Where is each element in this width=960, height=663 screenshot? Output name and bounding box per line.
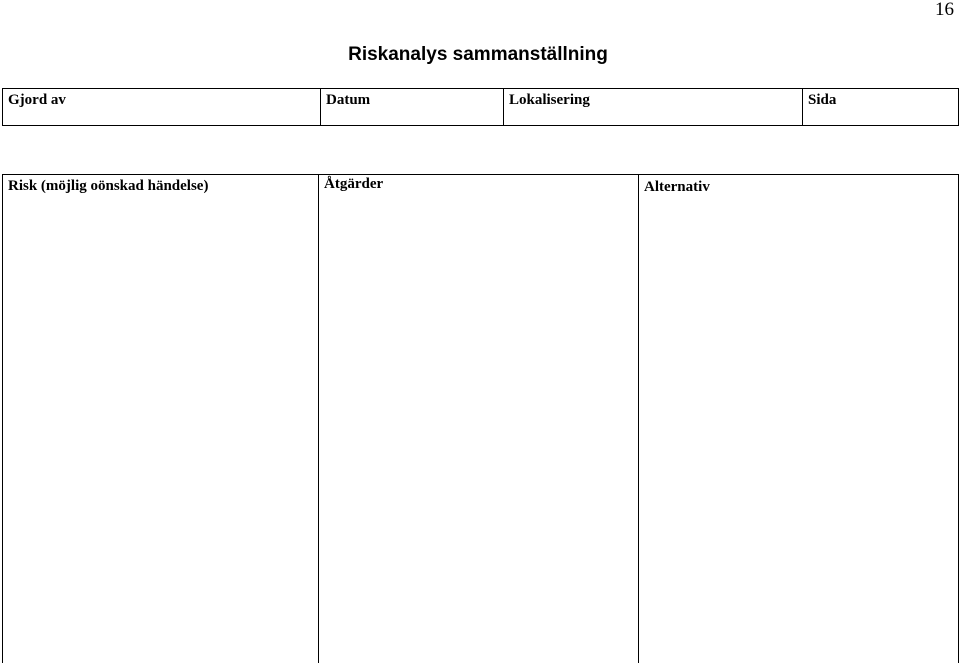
risk-table — [2, 174, 959, 663]
sida-field[interactable] — [803, 89, 958, 125]
risk-column-header: Risk (möjlig oönskad händelse) — [8, 178, 209, 194]
alternativ-column-header: Alternativ — [644, 179, 710, 195]
alternativ-column[interactable] — [639, 175, 958, 663]
page-number: 16 — [935, 0, 954, 20]
gjord-av-field[interactable] — [3, 89, 321, 125]
gjord-av-label: Gjord av — [8, 92, 66, 108]
risk-column[interactable] — [3, 175, 319, 663]
datum-label: Datum — [326, 92, 371, 108]
atgarder-column-header: Åtgärder — [324, 176, 384, 192]
lokalisering-label: Lokalisering — [509, 92, 590, 108]
atgarder-column[interactable] — [319, 175, 639, 663]
datum-field[interactable] — [321, 89, 504, 125]
sida-label: Sida — [808, 92, 837, 108]
header-table — [2, 88, 959, 126]
page-title: Riskanalys sammanställning — [348, 44, 608, 65]
lokalisering-field[interactable] — [504, 89, 803, 125]
